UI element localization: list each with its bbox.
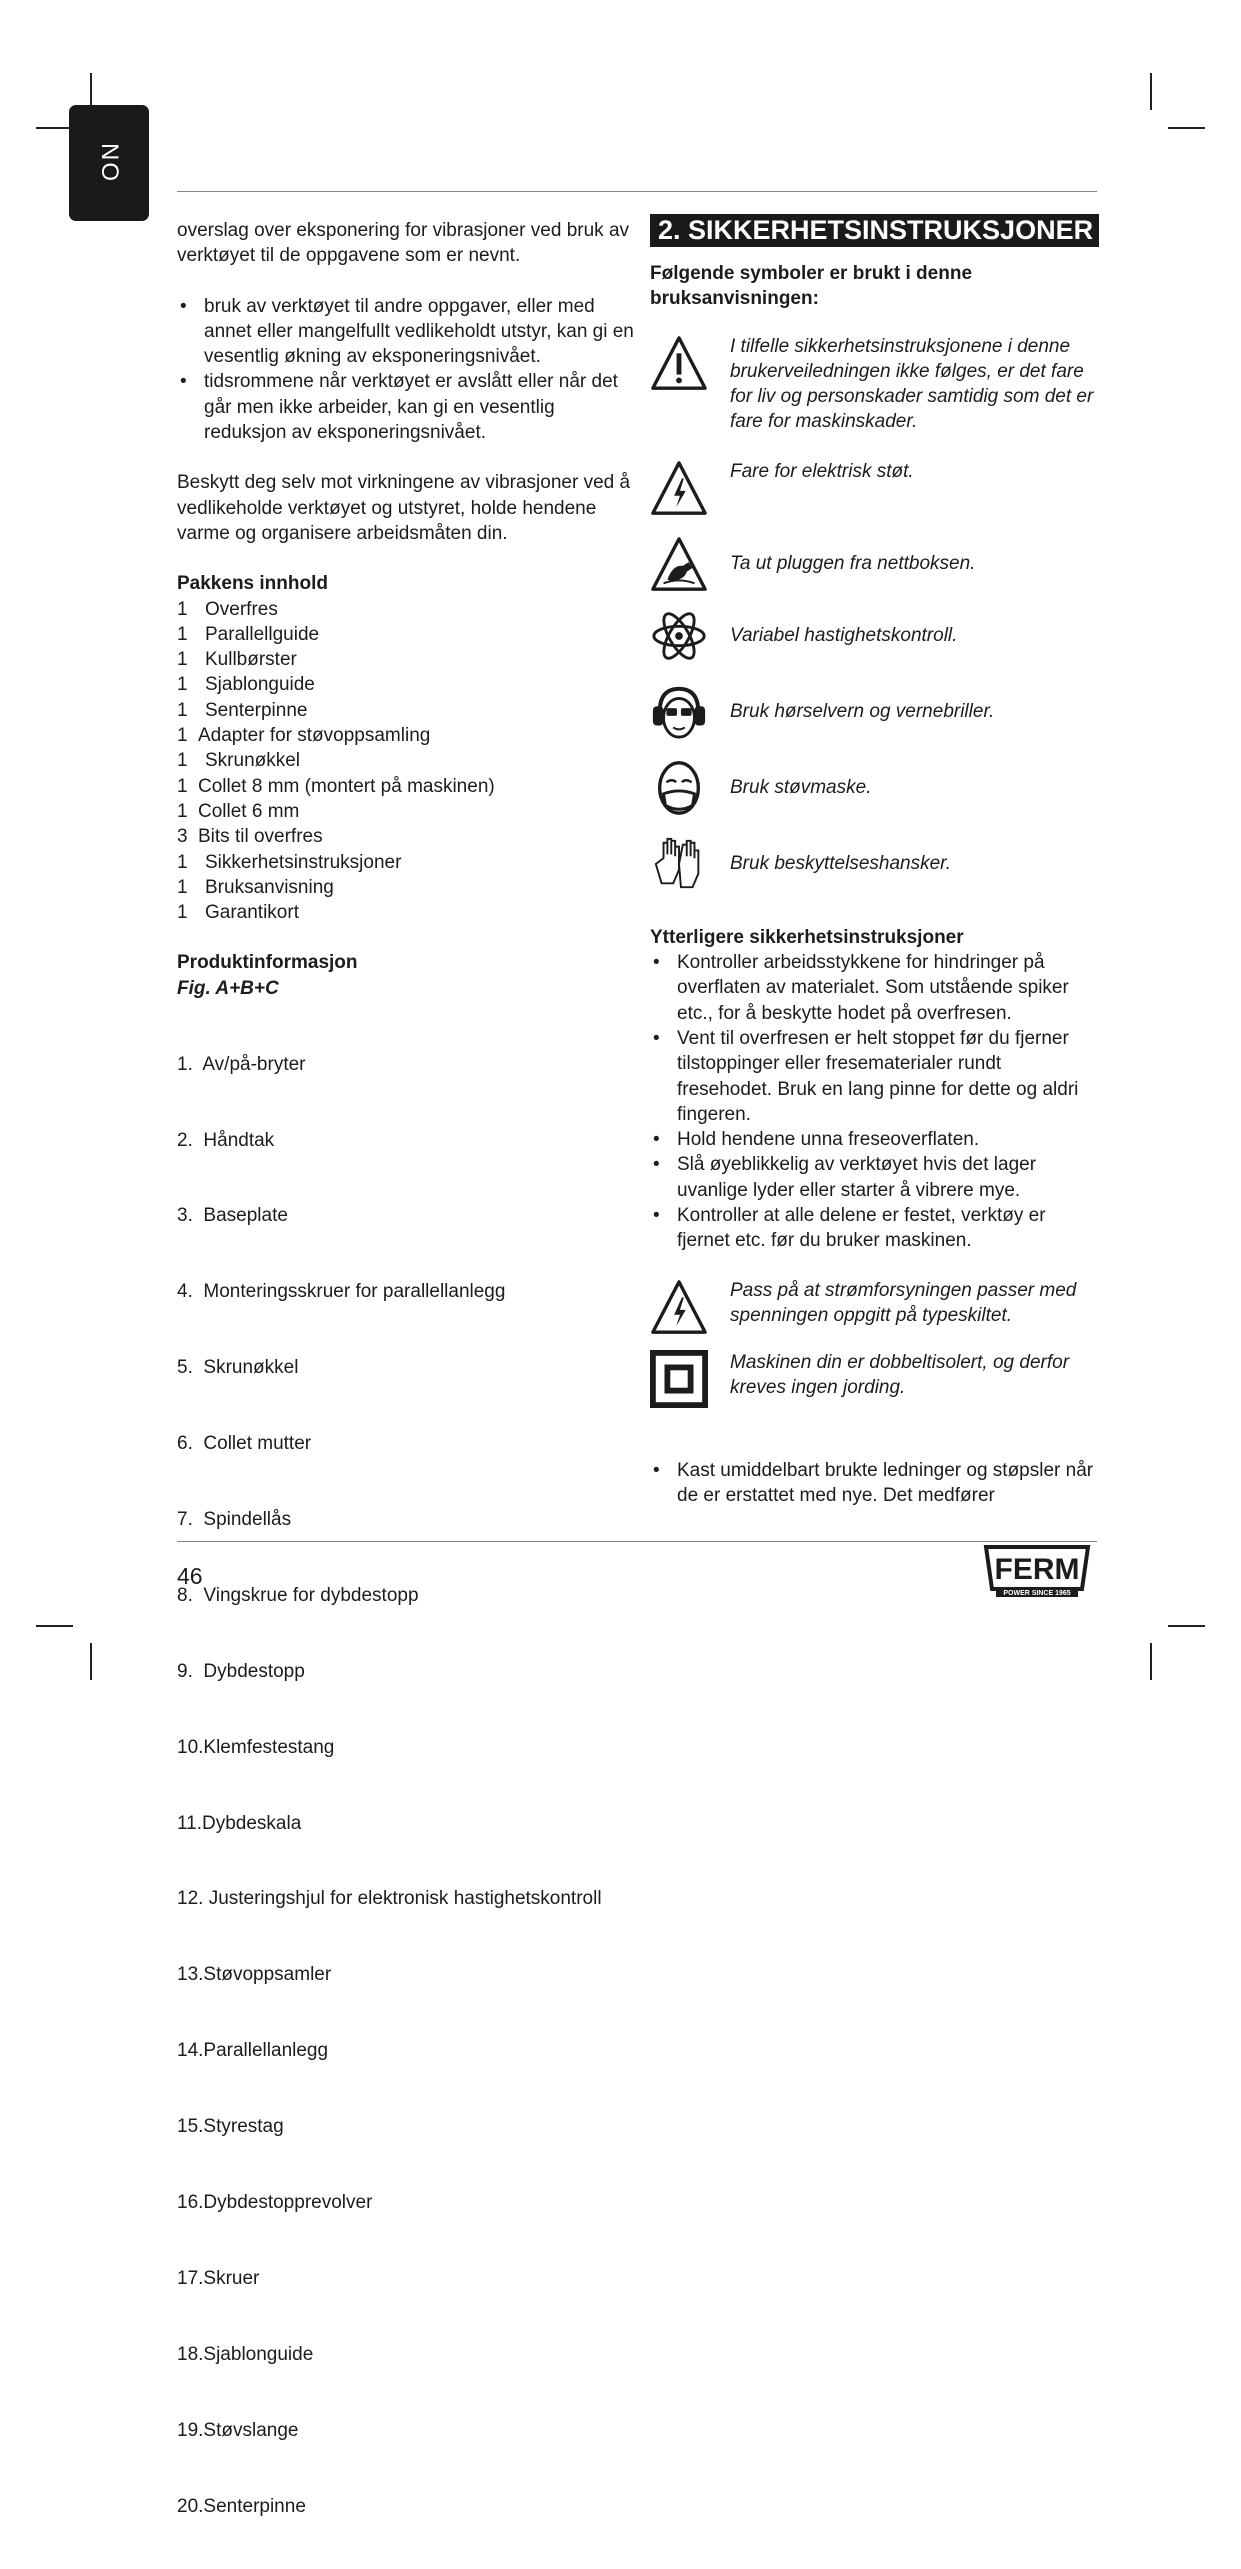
dust-mask-icon <box>650 759 708 817</box>
further-title: Ytterligere sikkerhetsinstruksjoner <box>650 926 964 948</box>
symbol-row <box>650 1350 1100 1408</box>
list-item: 18.Sjablonguide <box>177 2343 314 2365</box>
list-item: • Kontroller at alle delene er festet, verktøy er fjernet etc. før du bruker maskinen. <box>650 1203 1100 1254</box>
list-item: 1 Adapter for støvoppsamling <box>177 725 431 747</box>
symbol-row <box>650 1278 1100 1336</box>
contents-title: Pakkens innhold <box>177 573 328 595</box>
further-bullets <box>650 950 1100 1254</box>
symbol-row: Fare for elektrisk støt. <box>650 459 1100 517</box>
final-bullets <box>650 1458 1100 1509</box>
list-item: 20.Senterpinne <box>177 2495 306 2517</box>
symbol-row: Variabel hastighetskontroll. <box>650 607 1100 665</box>
section-heading: 2. SIKKERHETSINSTRUKSJONER <box>650 214 1099 247</box>
language-tab <box>69 105 149 221</box>
list-item: 1 Kullbørster <box>177 649 297 671</box>
list-item: 14.Parallellanlegg <box>177 2040 329 2062</box>
list-item: 4. Monteringsskruer for parallellanlegg <box>177 1281 506 1303</box>
symbol-row: Bruk støvmaske. <box>650 759 1100 817</box>
variable-speed-icon <box>650 607 708 665</box>
list-item: 8. Vingskrue for dybdestopp <box>177 1584 419 1606</box>
list-item: 16.Dybdestopprevolver <box>177 2191 373 2213</box>
crop-mark <box>1150 1643 1152 1680</box>
electric-shock-icon <box>650 1278 708 1336</box>
list-item: • Hold hendene unna freseoverflaten. <box>650 1127 1100 1152</box>
svg-text:FERM: FERM <box>994 1553 1080 1586</box>
warning-triangle-icon <box>650 334 708 392</box>
list-item: 12. Justeringshjul for elektronisk hastighetskontroll <box>177 1888 602 1910</box>
double-insulated-note: Maskinen din er dobbeltisolert, og derfor kreves ingen jording. <box>730 1351 1070 1398</box>
crop-mark <box>1150 73 1152 110</box>
list-item: 1 Senterpinne <box>177 699 308 721</box>
list-item: 9. Dybdestopp <box>177 1660 305 1682</box>
crop-mark <box>36 1625 73 1627</box>
unplug-icon <box>650 535 708 593</box>
ear-eye-protection-icon <box>650 683 708 741</box>
list-item: 1 Garantikort <box>177 902 299 924</box>
list-item: 1 Parallellguide <box>177 623 320 645</box>
list-item: 1 Sjablonguide <box>177 674 315 696</box>
crop-mark <box>36 127 73 129</box>
symbol-row: Bruk hørselvern og vernebriller. <box>650 683 1100 741</box>
symbol-row: Ta ut pluggen fra nettboksen. <box>650 535 1100 593</box>
list-item: 3 Bits til overfres <box>177 826 323 848</box>
list-item: 1. Av/på-bryter <box>177 1053 306 1075</box>
list-item: 3. Baseplate <box>177 1205 288 1227</box>
exposure-bullets <box>177 294 637 446</box>
intro-paragraph: overslag over eksponering for vibrasjoner ved bruk av verktøyet til de oppgavene som er nevnt. <box>177 220 630 267</box>
symbol-row: Bruk beskyttelseshansker. <box>650 835 1100 893</box>
list-item: 15.Styrestag <box>177 2116 284 2138</box>
list-item: 10.Klemfestestang <box>177 1736 335 1758</box>
protect-paragraph: Beskytt deg selv mot virkningene av vibrasjoner ved å vedlikeholde verktøyet og utstyret, holde hendene varme og organisere arbeidsmåten din. <box>177 472 631 544</box>
symbol-row: I tilfelle sikkerhetsinstruksjonene i denne brukerveiledningen ikke følges, er det fare for liv og personskader samtidig som det er fare for maskinskader. <box>650 334 1100 435</box>
product-info-title: Produktinformasjon <box>177 952 358 974</box>
list-item: 5. Skrunøkkel <box>177 1357 299 1379</box>
language-label: NO <box>96 143 123 183</box>
list-item: 1 Collet 8 mm (montert på maskinen) <box>177 775 495 797</box>
double-insulated-icon <box>650 1350 708 1408</box>
parts-list <box>177 1001 637 2569</box>
list-item: • Kontroller arbeidsstykkene for hindringer på overflaten av materialet. Som utstående spiker etc., for å beskytte hodet på overfresen. <box>650 950 1100 1026</box>
svg-text:POWER SINCE 1965: POWER SINCE 1965 <box>1003 1590 1071 1597</box>
gloves-icon <box>650 835 708 893</box>
list-item: 11.Dybdeskala <box>177 1812 302 1834</box>
figure-reference: Fig. A+B+C <box>177 977 279 999</box>
list-item: 17.Skruer <box>177 2267 260 2289</box>
page-number: 46 <box>177 1563 203 1589</box>
list-item: 2. Håndtak <box>177 1129 275 1151</box>
crop-mark <box>90 1643 92 1680</box>
list-item: • Slå øyeblikkelig av verktøyet hvis det lager uvanlige lyder eller starter å vibrere mye. <box>650 1152 1100 1203</box>
list-item: 1 Bruksanvisning <box>177 876 334 898</box>
list-item: 13.Støvoppsamler <box>177 1964 332 1986</box>
crop-mark <box>1168 127 1205 129</box>
list-item: 1 Sikkerhetsinstruksjoner <box>177 851 402 873</box>
ferm-logo <box>982 1543 1092 1599</box>
list-item: 1 Skrunøkkel <box>177 750 301 772</box>
list-item: 1 Collet 6 mm <box>177 800 300 822</box>
left-column <box>177 218 637 2569</box>
list-item: 7. Spindellås <box>177 1508 292 1530</box>
voltage-note: Pass på at strømforsyningen passer med spenningen oppgitt på typeskiltet. <box>730 1279 1077 1326</box>
list-item: • tidsrommene når verktøyet er avslått eller når det går men ikke arbeider, kan gi en vesentlig reduksjon av eksponeringsnivået. <box>177 369 637 445</box>
list-item: 1 Overfres <box>177 598 278 620</box>
right-column <box>650 214 1100 1508</box>
contents-list <box>177 597 637 926</box>
header-rule <box>177 191 1097 192</box>
electric-shock-icon <box>650 459 708 517</box>
list-item: • Kast umiddelbart brukte ledninger og støpsler når de er erstattet med nye. Det medfører <box>650 1458 1100 1509</box>
list-item: 19.Støvslange <box>177 2419 299 2441</box>
crop-mark <box>1168 1625 1205 1627</box>
list-item: • Vent til overfresen er helt stoppet før du fjerner tilstoppinger eller fresematerialer rundt fresehodet. Bruk en lang pinne for dette og aldri fingeren. <box>650 1026 1100 1127</box>
list-item: • bruk av verktøyet til andre oppgaver, eller med annet eller mangelfullt vedlikeholdt utstyr, kan gi en vesentlig økning av eksponeringsnivået. <box>177 294 637 370</box>
list-item: 6. Collet mutter <box>177 1433 312 1455</box>
symbols-intro: Følgende symboler er brukt i denne bruksanvisningen: <box>650 263 973 310</box>
